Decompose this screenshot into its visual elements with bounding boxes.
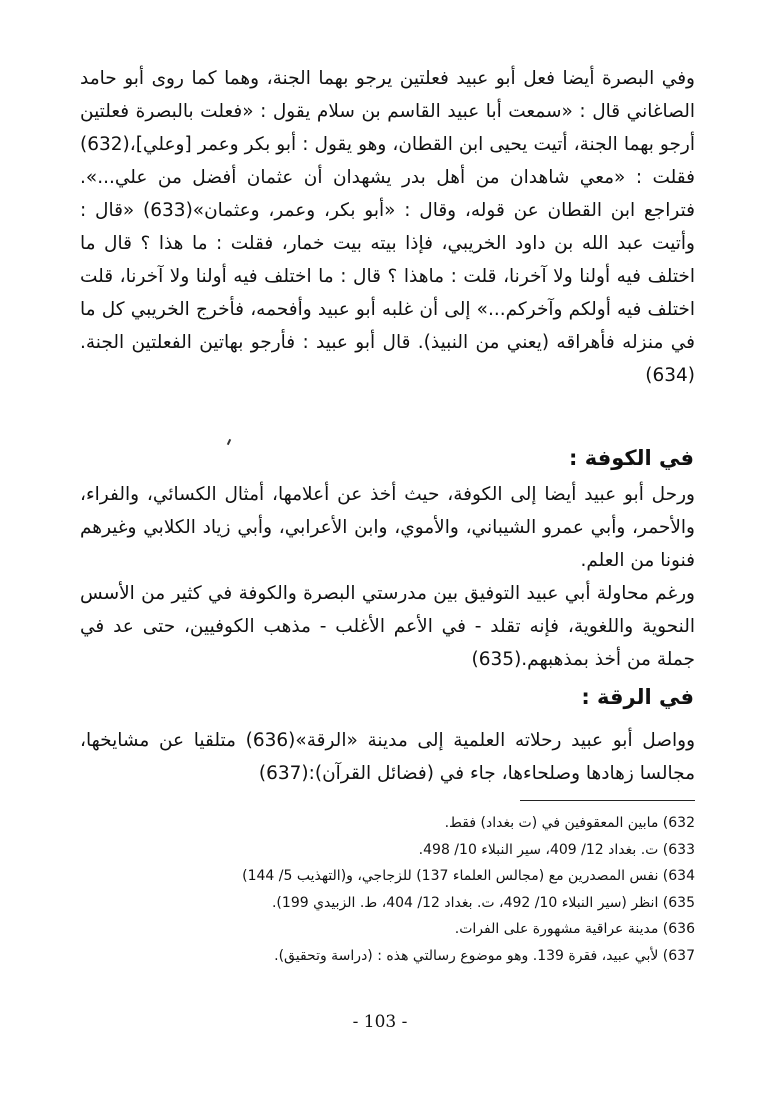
heading-kufa: في الكوفة : — [569, 446, 694, 470]
footnote-635: 635) انظر (سير النبلاء 10/ 492، ت. بغداد 12/ 404، ط. الزبيدي 199). — [271, 894, 695, 911]
raqqa-section — [80, 724, 695, 790]
paragraph-kufa-travel: ورحل أبو عبيد أيضا إلى الكوفة، حيث أخذ عن أعلامها، أمثال الكسائي، والفراء، والأحمر، وأبي عمرو الشيباني، والأموي، وابن الأعرابي، وأبي زياد الكلابي وغيرهم فنونا من العلم. — [80, 484, 695, 571]
footnotes — [110, 810, 695, 969]
page-number: - 103 - — [352, 1012, 408, 1032]
footnote-634: 634) نفس المصدرين مع (مجالس العلماء 137) للزجاجي، و(التهذيب 5/ 144) — [242, 868, 695, 884]
footnote-632: 632) مابين المعقوفين في (ت بغداد) فقط. — [444, 815, 695, 831]
footnote-636: 636) مدينة عراقية مشهورة على الفرات. — [454, 921, 695, 937]
kufa-section — [80, 478, 695, 676]
stray-ink-mark — [227, 439, 231, 445]
footnote-separator — [520, 800, 695, 801]
heading-raqqa: في الرقة : — [581, 685, 694, 709]
footnote-637: 637) لأبي عبيد، فقرة 139. وهو موضوع رسالتي هذه : (دراسة وتحقيق). — [274, 947, 695, 964]
basra-section — [80, 62, 695, 392]
paragraph-basra: وفي البصرة أيضا فعل أبو عبيد فعلتين يرجو بهما الجنة، وهما كما روى أبو حامد الصاغاني قال : «سمعت أبا عبيد القاسم بن سلام يقول : «فعلت بالبصرة فعلتين أرجو بهما الجنة، أتيت يحيى ابن القطان، وهو يقول : أبو بكر وعمر [وعلي]،(632) فقلت : «معي شاهدان من أهل بدر يشهدان أن عثمان أفضل من علي...». فتراجع ابن القطان عن قوله، وقال : «أبو بكر، وعمر، وعثمان»(633) «قال : وأتيت عبد الله بن داود الخريبي، فإذا بيته بيت خمار، فقلت : ما هذا ؟ قال ما اختلف فيه أولنا ولا آخرنا، قلت : ماهذا ؟ قال : ما اختلف فيه أولنا ولا آخرنا، قلت اختلف فيه أولكم وآخركم...» إلى أن غلبه أبو عبيد وأفحمه، فأخرج الخريبي كل ما في منزله فأهراقه (يعني من النبيذ). قال أبو عبيد : فأرجو بهاتين الفعلتين الجنة.(634) — [80, 68, 696, 386]
paragraph-kufa-school: ورغم محاولة أبي عبيد التوفيق بين مدرستي البصرة والكوفة في كثير من الأسس النحوية واللغوية، فإنه تقلد - في الأعم الأغلب - مذهب الكوفيين، حتى عد في جملة من أخذ بمذهبهم.(635) — [80, 583, 695, 670]
paragraph-raqqa: وواصل أبو عبيد رحلاته العلمية إلى مدينة «الرقة»(636) متلقيا عن مشايخها، مجالسا زهادها وصلحاءها، جاء في (فضائل القرآن):(637) — [80, 730, 695, 784]
footnote-633: 633) ت. بغداد 12/ 409، سير النبلاء 10/ 498. — [418, 841, 695, 858]
